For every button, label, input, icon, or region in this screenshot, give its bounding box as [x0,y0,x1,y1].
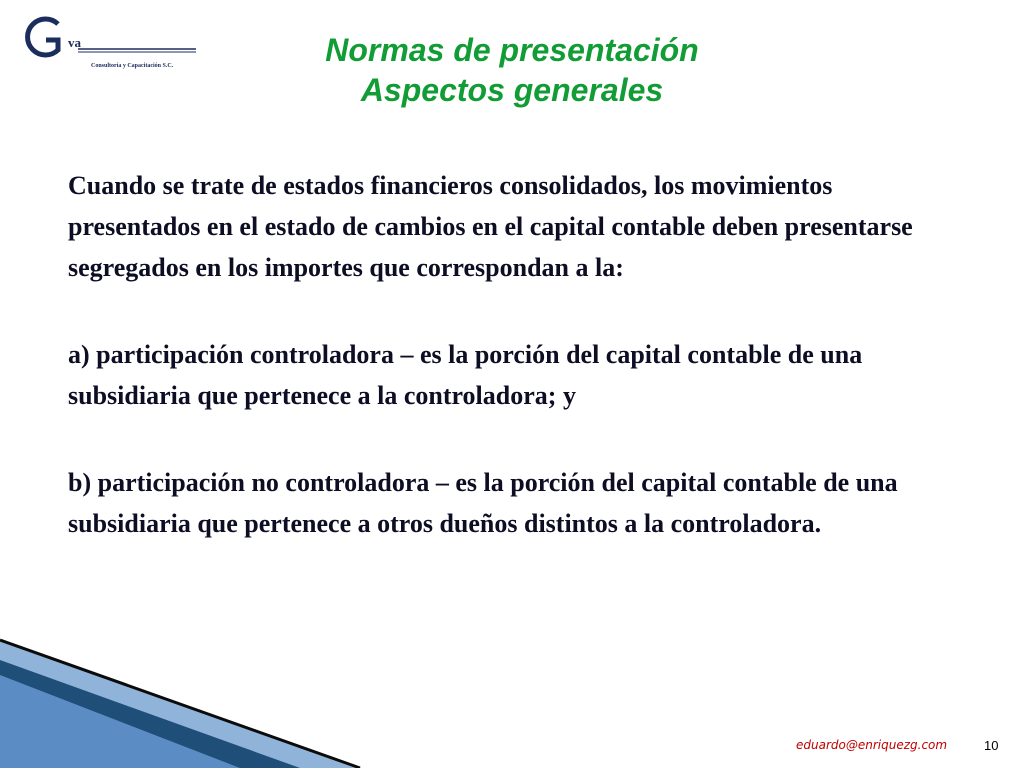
footer-email: eduardo@enriquezg.com [796,738,948,752]
slide-title-line2: Aspectos generales [360,72,664,108]
page-number: 10 [984,738,999,753]
slide-title-line1: Normas de presentación [325,32,699,68]
logo-company-name: Consultoría y Capacitación S.C. [91,63,174,69]
intro-paragraph: Cuando se trate de estados financieros consolidados, los movimientos presentados en el estado de cambios en el capital contable deben presentarse segregados en los importes que correspondan a la: [68,171,913,282]
item-b-paragraph: b) participación no controladora – es la porción del capital contable de una subsidiaria que pertenece a otros dueños distintos a la controladora. [68,468,898,538]
logo-initials: va [68,35,81,50]
item-a-paragraph: a) participación controladora – es la porción del capital contable de una subsidiaria que pertenece a la controladora; y [68,340,863,410]
